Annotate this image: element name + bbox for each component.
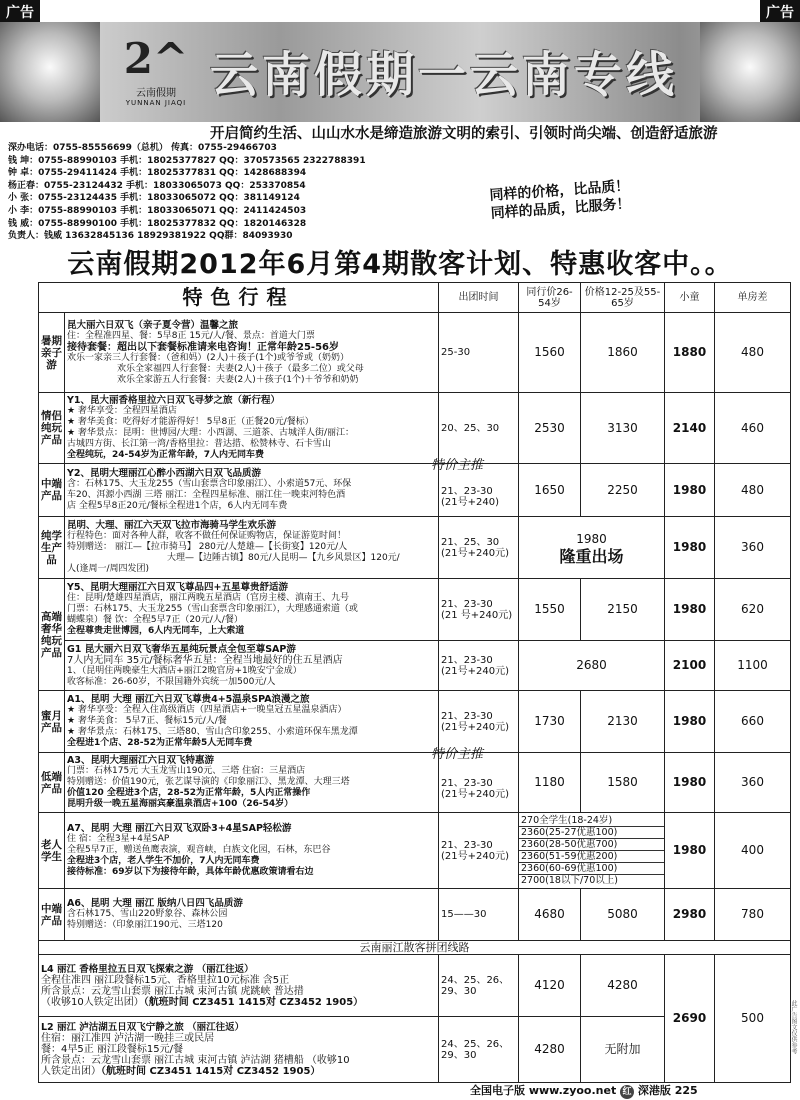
headline: 云南假期2012年6月第4期散客计划、特惠收客中。。 (67, 249, 733, 280)
brand-logo (100, 34, 212, 114)
header-child: 小童 (665, 283, 715, 313)
logo-cn: 云南假期 (136, 88, 176, 99)
row-dates-extra: (21号+240元) (441, 850, 509, 862)
lijiang-single: 500 (715, 955, 791, 1083)
row-line: 全程住准四 丽江段餐标15元、香格里拉10元标准 含5正 (41, 974, 290, 986)
footer-page: 225 (674, 1084, 698, 1097)
row-price-12-25: 2250 (581, 464, 665, 517)
row-peer-price: 4280 (519, 1017, 581, 1083)
row-category: 中端产品 (39, 464, 65, 517)
motto-line: 同样的品质，比服务！ (490, 196, 632, 222)
row-note: 全程进1个店、28-52为正常年龄5人无同车费 (67, 738, 253, 748)
row-dates-main: 21、25、30 (441, 536, 500, 548)
row-line: 古城四方街、长江第一湾/香格里拉：普达措、松赞林寺、石卡雪山 (67, 439, 332, 449)
row-dates (431, 747, 519, 813)
row-single: 1100 (715, 641, 791, 691)
row-price-12-25: 4280 (581, 955, 665, 1017)
portrait-left-image (0, 22, 100, 122)
lijiang-subheader-row (39, 941, 791, 955)
contact-line: 钱 威：0755-88990100 手机：18025377832 QQ：1820146328 (8, 218, 307, 229)
row-line: 行程特色：面对各种人群，收客不做任何保证购物店，保证游览时间！ (67, 531, 347, 541)
table-row (39, 813, 791, 889)
row-line: 住 宿：全程3星+4星SAP (67, 834, 170, 844)
row-line: 人(逢周一/周四发团) (67, 564, 150, 574)
promo-text: 隆重出场 (559, 546, 624, 566)
row-dates (439, 813, 519, 889)
contact-line: 深办电话：0755-85556699（总机） 传真：0755-29466703 (8, 143, 277, 153)
row-single: 660 (715, 691, 791, 753)
header-peer-price: 同行价26-54岁 (519, 283, 581, 313)
row-category: 老人学生 (39, 813, 65, 889)
row-child-price: 2140 (665, 393, 715, 464)
row-dates-extra: (21号+240) (441, 497, 499, 508)
row-child-price: 1980 (665, 753, 715, 813)
row-line: 特别赠送：（印象丽江190元、三塔120 (67, 920, 223, 930)
lijiang-child-price: 2690 (665, 955, 715, 1083)
row-description (65, 579, 439, 641)
row-line: 所含景点：云龙雪山套票 丽江古城 束河古镇 虎跳峡 普达措 (41, 985, 304, 997)
contact-line: 钱 坤：0755-88990103 手机：18025377827 QQ：370573565 2322788391 (8, 155, 366, 166)
row-line: ★ 奢华享受：全程入住高级酒店（四星酒店+一晚皇冠五星温泉酒店） (67, 705, 347, 715)
row-peer-price: 1550 (519, 579, 581, 641)
row-line: 店 全程5早8正20元/餐标全程进1个店，6人内无同车费 (67, 501, 288, 511)
row-title: A7、昆明 大理 丽江六日双飞双卧3+4星SAP轻松游 (67, 823, 292, 834)
row-line-text: （收够10人铁定出团） (41, 996, 144, 1008)
row-single: 460 (715, 393, 791, 464)
motto (489, 177, 631, 223)
row-single: 620 (715, 579, 791, 641)
row-line: 全程5早7正，赠送鱼鹰表演，观音峡，白族文化园，石林，东巴谷 (67, 845, 331, 855)
row-category: 蜜月产品 (39, 691, 65, 753)
row-line: 车20、洱源小西湖 三塔 丽江：全程四星标准、丽江住一晚束河特色酒 (67, 490, 346, 500)
row-child-price: 1980 (665, 813, 715, 889)
row-line-text: 人铁定出团） (41, 1066, 101, 1077)
logo-en: YUNNAN JIAQI (125, 99, 187, 107)
table-row (39, 753, 791, 813)
row-line: ★ 奢华美食： 5早7正、餐标15元/人/餐 (67, 716, 227, 726)
table-row (39, 393, 791, 464)
row-line: 欢乐全家福四人行套餐：夫妻(2人)＋孩子（最多二位）或父母 (117, 363, 364, 374)
brand-title: 云南假期一云南专线 (210, 47, 679, 103)
contact-line: 小 李：0755-88990103 手机：18033065071 QQ：2411424503 (8, 205, 307, 216)
table-row (39, 579, 791, 641)
age-tier: 2360(25-27优惠100) (519, 827, 664, 839)
row-single: 360 (715, 753, 791, 813)
row-title: 昆大丽六日双飞（亲子夏令营）温馨之旅 (67, 319, 239, 331)
handwritten-promo: 特价主推 (431, 747, 484, 762)
slogan: 开启简约生活、山山水水是缔造旅游文明的索引、引领时尚尖端、创造舒适旅游 (210, 126, 718, 142)
row-single: 400 (715, 813, 791, 889)
row-line: 特别赠送：价值190元，张艺谋导演的《印象丽江》、黑龙潭、大理三塔 (67, 777, 350, 787)
row-price-12-25: 无附加 (581, 1017, 665, 1083)
row-dates: 15——30 (439, 889, 519, 941)
row-price-12-25: 1580 (581, 753, 665, 813)
row-title: A3、昆明大理丽江六日双飞特惠游 (67, 755, 214, 766)
table-row (39, 313, 791, 393)
row-line: 欢乐一家亲三人行套餐：（爸和妈）(2人)＋孩子(1个)或爷爷或（奶奶） (67, 352, 349, 363)
row-line: 所含景点：云龙雪山套票 丽江古城 束河古镇 泸沽湖 猪槽船 （收够10 (41, 1055, 350, 1066)
table-row (39, 464, 791, 517)
row-line: ★ 奢华美食：吃得好才能游得好！ 5早8正（正餐20元/餐标） (67, 417, 314, 427)
row-description (65, 393, 439, 464)
row-peer-price: 1180 (519, 753, 581, 813)
footer-city: 深港版 (637, 1084, 671, 1097)
table-row (39, 517, 791, 579)
row-child-price: 1980 (665, 579, 715, 641)
row-line: 住：全程准四星、餐：5早8正 15元/人/餐、景点：首道大门票 (67, 330, 315, 341)
row-dates (431, 458, 519, 517)
row-child-price: 2980 (665, 889, 715, 941)
contact-line: 杨正春：0755-23124432 手机：18033065073 QQ：253370854 (8, 180, 306, 191)
row-line: 含：石林175、大玉龙255（雪山套票含印象丽江）、小索道57元、环保 (67, 479, 352, 489)
contact-line: 小 张：0755-23124435 手机：18033065072 QQ：381149124 (8, 193, 300, 204)
logo-mark: 2^ (123, 34, 189, 83)
row-peer-price: 4120 (519, 955, 581, 1017)
row-note: 全程纯玩，24-54岁为正常年龄，7人内无同车费 (67, 450, 265, 460)
row-category: 中端产品 (39, 889, 65, 941)
row-line (41, 1066, 436, 1077)
row-single: 780 (715, 889, 791, 941)
table-header (39, 283, 791, 313)
row-description (65, 517, 439, 579)
row-line: 住宿：丽江准四 泸沽湖一晚挂三或民居 (41, 1033, 215, 1044)
row-line: 门票：石林175元 大玉龙雪山190元、三塔 住宿：三星酒店 (67, 766, 306, 776)
ad-label-right: 广告 (760, 0, 800, 24)
row-dates (439, 579, 519, 641)
row-line: 欢乐全家游五人行套餐：夫妻(2人)＋孩子(1个)＋爷爷和奶奶 (117, 374, 359, 385)
tour-table (38, 282, 791, 1083)
row-single: 480 (715, 464, 791, 517)
row-child-price: 1980 (665, 691, 715, 753)
row-dates (439, 691, 519, 753)
row-dates-main: 21、23-30 (441, 486, 493, 497)
row-title: Y5、昆明大理丽江六日双飞尊品四+五星尊贵舒适游 (67, 582, 288, 593)
row-dates-main: 21、23-30 (441, 777, 493, 789)
table-row (39, 889, 791, 941)
footer-edition: 全国电子版 www.zyoo.net (470, 1084, 617, 1097)
row-description (65, 753, 439, 813)
row-line: 含石林175、雪山220野象谷、森林公园 (67, 909, 228, 919)
row-peer-price: 1730 (519, 691, 581, 753)
row-peer-price: 1650 (519, 464, 581, 517)
row-merged-price (519, 517, 665, 579)
row-dates-extra: (21号+240元) (441, 547, 509, 559)
row-peer-price: 4680 (519, 889, 581, 941)
row-category: 高端奢华纯玩产品 (39, 579, 65, 691)
row-dates: 24、25、26、29、30 (439, 955, 519, 1017)
row-single: 480 (715, 313, 791, 393)
row-title: A6、昆明 大理 丽江 版纳八日四飞品质游 (67, 898, 243, 909)
row-child-price: 1980 (665, 517, 715, 579)
row-line: 1、（昆明住两晚豪生大酒店+丽江2晚官房+1晚安宁金成） (67, 665, 302, 676)
flight-info: （航班时间 CZ3451 1415对 CZ3452 1905） (101, 1066, 321, 1077)
row-title: L4 丽江 香格里拉五日双飞探索之游 （丽江往返） (41, 963, 254, 975)
row-dates (439, 517, 519, 579)
row-title: L2 丽江 泸沽湖五日双飞宁静之旅 （丽江往返） (41, 1022, 245, 1033)
row-dates: 20、25、30 (439, 393, 519, 464)
row-dates-main: 21、23-30 (441, 598, 493, 610)
row-dates-main: 21、23-30 (441, 710, 493, 722)
motto-line: 同样的价格，比品质！ (488, 178, 630, 204)
row-dates-main: 21、23-30 (441, 839, 493, 851)
row-description (65, 691, 439, 753)
row-peer-price: 2530 (519, 393, 581, 464)
handwritten-promo: 特价主推 (431, 458, 484, 473)
row-description (65, 313, 439, 393)
row-line (41, 997, 436, 1008)
age-tier: 270全学生(18-24岁) (519, 815, 664, 827)
header-feature: 特色行程 (39, 283, 439, 313)
row-merged-price: 2680 (519, 641, 665, 691)
header-date: 出团时间 (439, 283, 519, 313)
row-line: 住：昆明/楚雄四星酒店，丽江两晚五星酒店（官房主楼、滇南王、九号 (67, 593, 350, 603)
row-description (39, 955, 439, 1017)
age-tier: 2700(18以下/70以上) (521, 875, 618, 886)
age-tier: 2360(28-50优惠700) (519, 839, 664, 851)
row-title: G1 昆大丽六日双飞奢华五星纯玩景点全包至尊SAP游 (67, 643, 296, 655)
row-title: Y1、昆大丽香格里拉六日双飞寻梦之旅（新行程） (67, 395, 280, 406)
merged-price: 1980 (576, 531, 607, 546)
header-price-12-25: 价格12-25及55-65岁 (581, 283, 665, 313)
row-title: A1、昆明 大理 丽江六日双飞尊贵4+5温泉SPA浪漫之旅 (67, 694, 310, 705)
table-row (39, 955, 791, 1017)
row-dates-main: 21、23-30 (441, 654, 493, 666)
table-row (39, 691, 791, 753)
contact-list (8, 142, 366, 243)
row-dates-extra: (21号+240元) (441, 788, 509, 800)
footer (470, 1082, 698, 1099)
ad-label-left: 广告 (0, 0, 40, 24)
row-line: 特别赠送： 丽江—【拉市骑马】 280元/人楚雄—【长街宴】120元/人 (67, 542, 348, 552)
row-dates-extra: (21 号+240元) (441, 609, 513, 621)
row-line: 接待标准：69岁以下为接待年龄，具体年龄优惠政策请看右边 (67, 867, 314, 877)
row-dates (439, 641, 519, 691)
row-line: 全程进3个店，老人学生不加价，7人内无同车费 (67, 856, 260, 866)
row-line: ★ 奢华享受：全程四星酒店 (67, 406, 177, 416)
row-category: 纯学生产品 (39, 517, 65, 579)
row-title: 昆明、大理、丽江六天双飞拉市海骑马学生欢乐游 (67, 520, 277, 531)
row-title: Y2、昆明大理丽江心醉小西湖六日双飞品质游 (67, 468, 261, 479)
row-description (65, 641, 439, 691)
row-line: 收客标准：26-60岁，不限国籍外宾统一加500元/人 (67, 676, 276, 687)
row-price-12-25: 5080 (581, 889, 665, 941)
row-description (65, 464, 439, 517)
age-tier-list (519, 813, 665, 889)
row-note: 全程尊贵走世博园，6人内无同车，上大索道 (67, 626, 245, 636)
row-dates-extra: (21号+240元) (441, 721, 509, 733)
row-single: 360 (715, 517, 791, 579)
row-dates-extra: (21号+240元) (441, 665, 509, 677)
row-dates: 25-30 (439, 313, 519, 393)
row-description (65, 889, 439, 941)
row-line: 价值120 全程进3个店，28-52为正常年龄，5人内正常操作 (67, 788, 311, 798)
row-category: 低端产品 (39, 753, 65, 813)
contact-line: 钟 卓：0755-29411424 手机：18025377831 QQ：1428688394 (8, 168, 307, 179)
row-price-12-25: 3130 (581, 393, 665, 464)
row-child-price: 1880 (665, 313, 715, 393)
row-line: 接待套餐：超出以下套餐标准请来电咨询！正常年龄25-56岁 (67, 341, 339, 353)
row-description (39, 1017, 439, 1083)
row-line: ★ 奢华景点：昆明：世博园/大理：小西湖、三道茶、古城洋人街/丽江： (67, 428, 354, 438)
row-price-12-25: 2130 (581, 691, 665, 753)
row-line: ★ 奢华景点：石林175、三塔80、雪山含印象255、小索道环保车黑龙潭 (67, 727, 358, 737)
lijiang-subheader: 云南丽江散客拼团线路 (39, 941, 791, 955)
side-note: 此广告图文仅供参考 (790, 1000, 797, 1054)
row-category: 情侣纯玩产品 (39, 393, 65, 464)
row-line: 7人内无同车 35元/餐标奢华五星：全程当地最好的住五星酒店 (67, 654, 343, 666)
row-dates: 24、25、26、29、30 (439, 1017, 519, 1083)
row-line: 蝴蝶泉）餐 饮：全程5早7正（20元/人/餐） (67, 615, 243, 625)
row-description (65, 813, 439, 889)
row-note: 昆明升级一晚五星海丽宾豪温泉酒店+100（26-54岁） (67, 799, 294, 809)
header-single: 单房差 (715, 283, 791, 313)
row-child-price: 1980 (665, 464, 715, 517)
age-tier: 2360(60-69优惠100) (519, 863, 664, 875)
row-child-price: 2100 (665, 641, 715, 691)
circle-badge-icon: 红 (620, 1085, 634, 1099)
row-line: 门票：石林175、大玉龙255（雪山套票含印象丽江），大理感通索道（或 (67, 604, 358, 614)
flight-info: （航班时间 CZ3451 1415对 CZ3452 1905） (143, 996, 364, 1008)
portrait-right-image (700, 22, 800, 122)
row-price-12-25: 2150 (581, 579, 665, 641)
row-price-12-25: 1860 (581, 313, 665, 393)
row-line: 大理—【边陲古镇】80元/人昆明—【九乡风景区】120元/ (167, 553, 400, 563)
row-peer-price: 1560 (519, 313, 581, 393)
row-category: 暑期亲子游 (39, 313, 65, 393)
row-line: 餐：4早5正 丽江段餐标15元/餐 (41, 1044, 183, 1055)
table-row (39, 641, 791, 691)
age-tier: 2360(51-59优惠200) (519, 851, 664, 863)
contact-line: 负责人：钱威 13632845136 18929381922 QQ群：84093930 (8, 231, 293, 242)
